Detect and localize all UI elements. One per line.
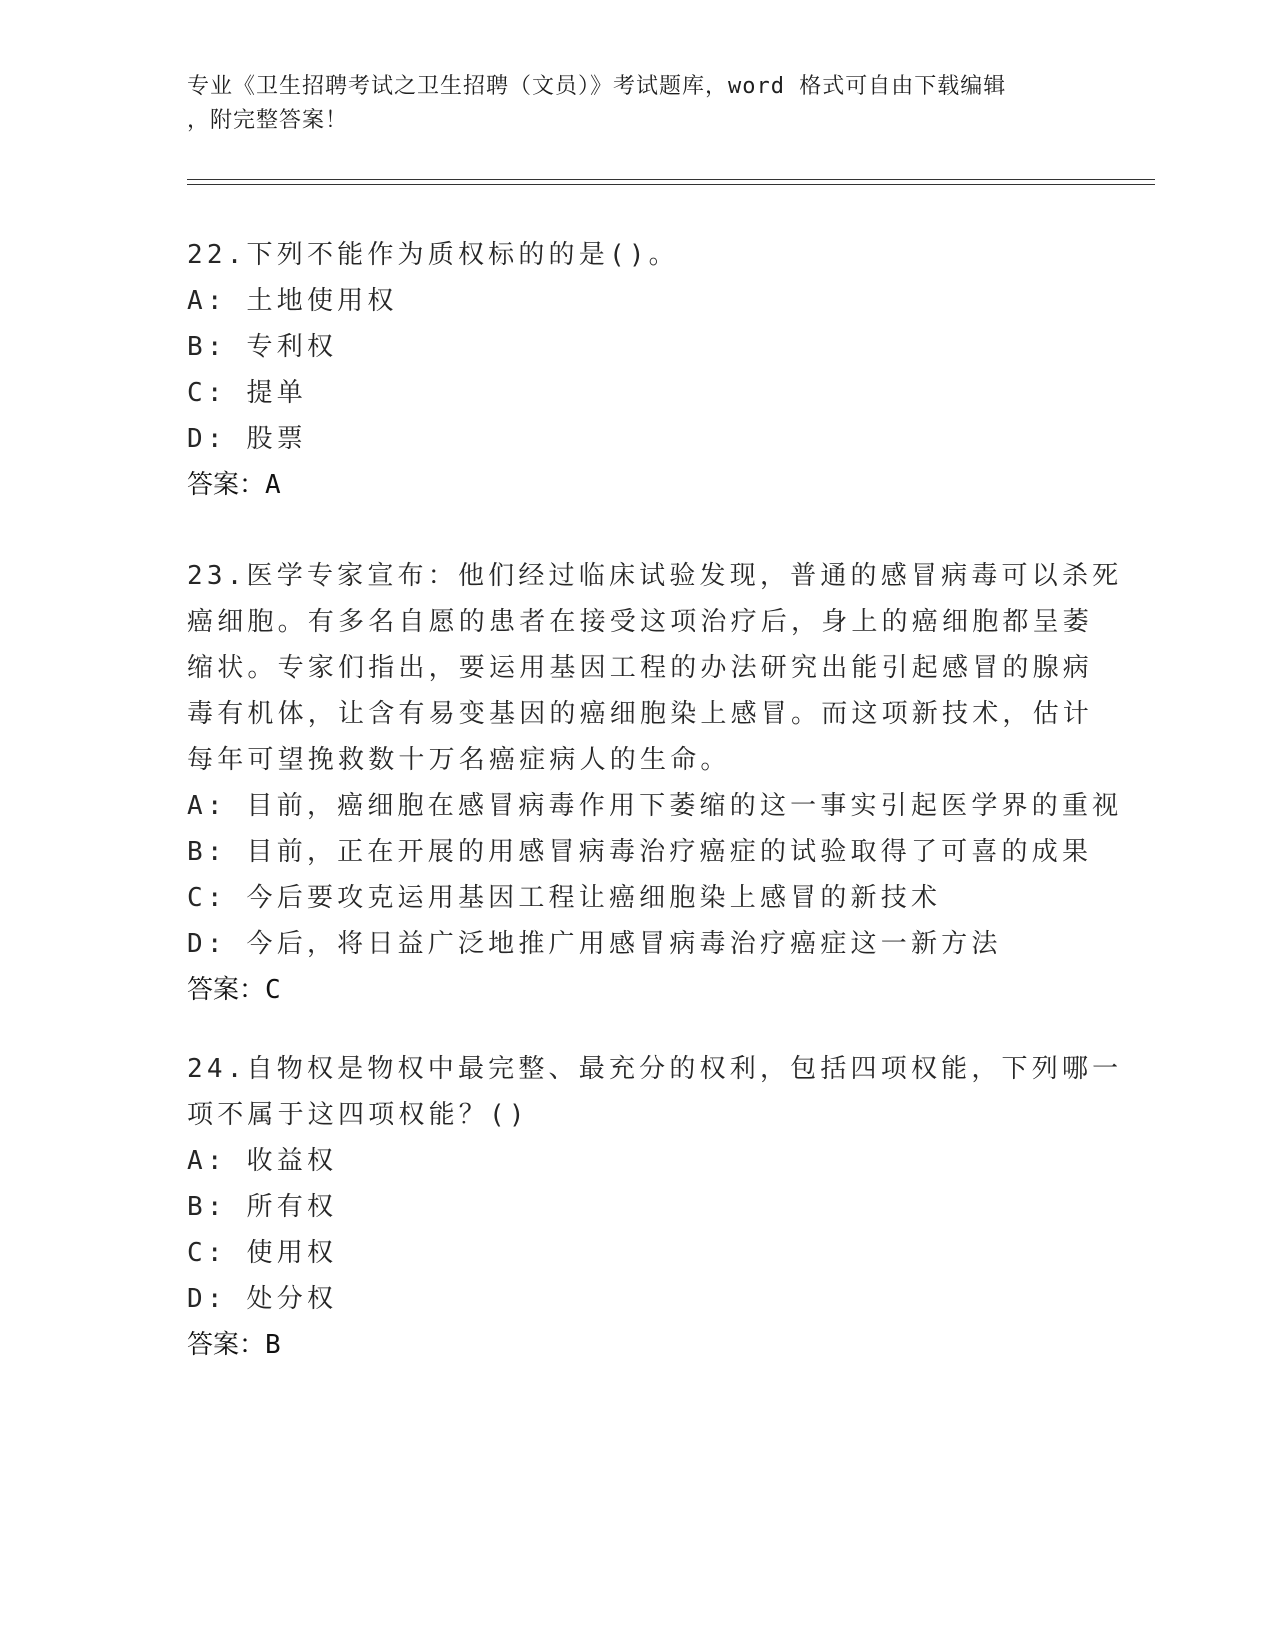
question-text-line-5: 每年可望挽救数十万名癌症病人的生命。 (187, 745, 731, 775)
answer (187, 967, 1087, 1013)
answer (187, 1322, 1087, 1368)
answer (187, 462, 1087, 508)
answer-value: C (265, 975, 281, 1005)
option-c: C: 使用权 (187, 1238, 338, 1268)
question-text-line-2: 癌细胞。有多名自愿的患者在接受这项治疗后，身上的癌细胞都呈萎 (187, 607, 1094, 637)
option-c: C: 今后要攻克运用基因工程让癌细胞染上感冒的新技术 (187, 883, 942, 913)
option-b: B: 专利权 (187, 332, 338, 362)
answer-value: B (265, 1330, 281, 1360)
question-23 (187, 553, 1123, 1013)
option-d: D: 股票 (187, 424, 307, 454)
option-d: D: 处分权 (187, 1284, 338, 1314)
question-text-line-1: 23.医学专家宣布：他们经过临床试验发现，普通的感冒病毒可以杀死 (187, 561, 1123, 591)
answer-label: 答案： (187, 470, 266, 500)
answer-value: A (265, 470, 281, 500)
option-c: C: 提单 (187, 378, 307, 408)
question-text-line-2: 项不属于这四项权能？() (187, 1100, 529, 1130)
answer-label: 答案： (187, 1330, 266, 1360)
option-d: D: 今后，将日益广泛地推广用感冒病毒治疗癌症这一新方法 (187, 929, 1002, 959)
answer-label: 答案： (187, 975, 266, 1005)
question-22 (187, 232, 1087, 508)
header-divider-top (187, 179, 1155, 180)
option-a: A: 目前，癌细胞在感冒病毒作用下萎缩的这一事实引起医学界的重视 (187, 791, 1123, 821)
option-a: A: 收益权 (187, 1146, 338, 1176)
question-text-line-4: 毒有机体，让含有易变基因的癌细胞染上感冒。而这项新技术，估计 (187, 699, 1094, 729)
header-divider-bottom (187, 184, 1155, 185)
option-b: B: 目前，正在开展的用感冒病毒治疗癌症的试验取得了可喜的成果 (187, 837, 1093, 867)
option-b: B: 所有权 (187, 1192, 338, 1222)
question-text: 22.下列不能作为质权标的的是()。 (187, 240, 679, 270)
option-a: A: 土地使用权 (187, 286, 398, 316)
header-line-1: 专业《卫生招聘考试之卫生招聘（文员）》考试题库，word 格式可自由下载编辑 (187, 74, 1007, 99)
document-header (187, 70, 1087, 138)
question-text-line-1: 24.自物权是物权中最完整、最充分的权利，包括四项权能，下列哪一 (187, 1054, 1123, 1084)
question-24 (187, 1046, 1123, 1368)
header-line-2: ，附完整答案！ (187, 108, 349, 133)
question-text-line-3: 缩状。专家们指出，要运用基因工程的办法研究出能引起感冒的腺病 (187, 653, 1094, 683)
